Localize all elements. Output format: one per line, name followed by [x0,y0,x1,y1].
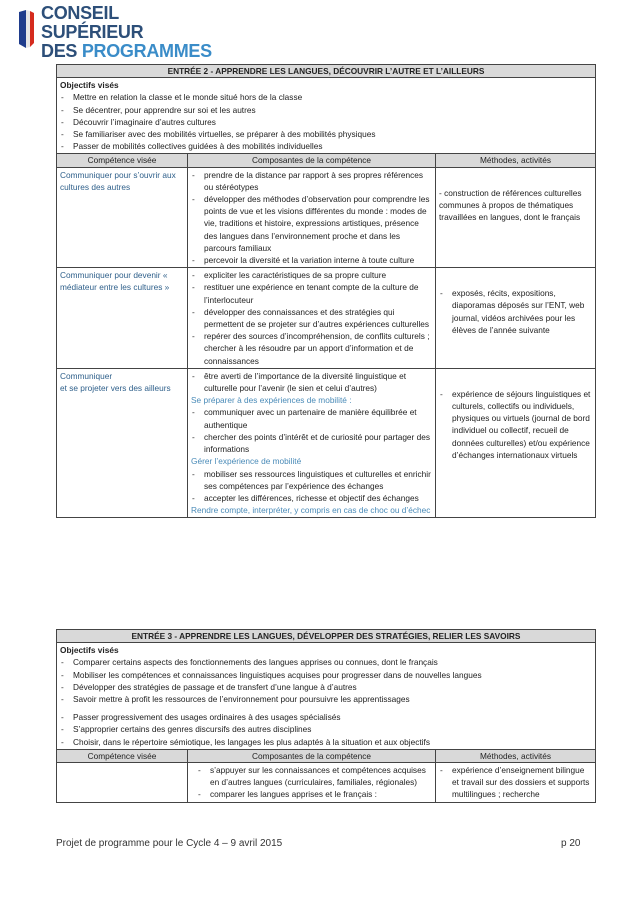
table-row [57,763,596,803]
col-header-methodes: Méthodes, activités [436,154,596,167]
composante-item: - communiquer avec un partenaire de manière équilibrée et authentique [191,406,432,430]
methodes-text: - expérience d’enseignement bilingue et travail sur des dossiers et supports multilingues ; recherche [439,764,592,801]
logo-text [41,4,217,61]
methodes-cell [436,268,596,369]
methodes-text: - exposés, récits, expositions, diaporamas déposés sur l’ENT, web journal, vidéos archivées pour les élèves de l’année suivante [439,287,592,336]
composante-item: - développer des méthodes d’observation pour comprendre les points de vue et les visions différentes du monde : modes de vie, traditions et histoire, expressions artistiques, présence des langues dans l’environnement proche et dans les parcours familiaux [191,193,432,254]
table-row [57,167,596,268]
methodes-cell [436,167,596,268]
methodes-text: - construction de références culturelles communes à propos de thématiques travaillées en langues, dont le français [439,187,582,223]
composante-item: - prendre de la distance par rapport à ses propres références ou stéréotypes [191,169,432,193]
logo-line2: DES PROGRAMMES [41,41,212,61]
objectif-item: - Choisir, dans le répertoire sémiotique, les langages les plus adaptés à la situation et aux objectifs [60,736,592,748]
objectif-item: - Mettre en relation la classe et le monde situé hors de la classe [60,91,592,103]
col-header-competence: Compétence visée [57,154,188,167]
composante-item: - chercher des points d’intérêt et de curiosité pour partager des informations [191,431,432,455]
objectif-item: - Comparer certains aspects des fonctionnements des langues apprises ou connues, dont le français [60,656,592,668]
composante-item: - repérer des sources d’incompréhension, de conflits culturels ; chercher à les résoudre par un apport d’information et de connaissances [191,330,432,367]
objectif-item: - Passer progressivement des usages ordinaires à des usages spécialisés [60,711,592,723]
col-header-competence: Compétence visée [57,749,188,762]
composante-item: - accepter les différences, richesse et objectif des échanges [191,492,432,504]
competence-cell: Communiquer pour s’ouvrir aux cultures des autres [57,167,188,268]
objectifs-title: Objectifs visés [60,645,119,656]
composante-item: - expliciter les caractéristiques de sa propre culture [191,269,432,281]
entree3-title: ENTRÉE 3 - APPRENDRE LES LANGUES, DÉVELOPPER DES STRATÉGIES, RELIER LES SAVOIRS [57,630,596,643]
objectif-item: - Se familiariser avec des mobilités virtuelles, se préparer à des mobilités physiques [60,128,592,140]
objectif-item: - Mobiliser les compétences et connaissances linguistiques acquises pour progresser dans de nouvelles langues [60,669,592,681]
entree2-objectifs [57,78,596,154]
table-row [57,268,596,369]
col-header-composantes: Composantes de la compétence [188,749,436,762]
objectif-item: - Passer de mobilités collectives guidées à des mobilités individuelles [60,140,592,152]
methodes-text: - expérience de séjours linguistiques et culturels, collectifs ou individuels, physiques ou virtuels (journal de bord individuel ou collectif, recueil de données culturelles) et/ou expérience d’échanges internationaux virtuels [439,388,592,461]
objectifs-title: Objectifs visés [60,80,119,91]
subsection-title: Se préparer à des expériences de mobilité : [191,395,352,406]
composante-item: - mobiliser ses ressources linguistiques et culturelles et enrichir ses compétences par l’expérience des échanges [191,468,432,492]
composante-item: - développer des connaissances et des stratégies qui permettent de se projeter sur d’autres expériences culturelles [191,306,432,330]
logo [17,3,217,61]
composante-item: - être averti de l’importance de la diversité linguistique et culturelle pour l’avenir (le sien et celui d’autres) [191,370,432,394]
composantes-cell [188,763,436,803]
composantes-cell [188,167,436,268]
composante-item: - percevoir la diversité et la variation interne à toute culture [191,254,432,266]
col-header-composantes: Composantes de la compétence [188,154,436,167]
page-number: p 20 [561,838,581,849]
methodes-cell [436,368,596,517]
methodes-cell [436,763,596,803]
objectif-item: - Découvrir l’imaginaire d’autres cultures [60,116,592,128]
entree2-table [56,64,596,518]
composante-item: - comparer les langues apprises et le français : [197,788,432,800]
entree3-table [56,629,596,803]
footer-left: Projet de programme pour le Cycle 4 – 9 avril 2015 [56,838,283,849]
flag-icon [17,10,35,48]
composante-item: - restituer une expérience en tenant compte de la culture de l’interlocuteur [191,281,432,305]
composante-item: - s’appuyer sur les connaissances et compétences acquises en d’autres langues (curriculaires, familiales, régionales) [197,764,432,788]
entree3-objectifs [57,643,596,750]
subsection-title: Gérer l’expérience de mobilité [191,456,302,467]
competence-cell: Communiquer et se projeter vers des ailleurs [57,368,188,517]
competence-cell: Communiquer pour devenir « médiateur entre les cultures » [57,268,188,369]
composantes-cell [188,268,436,369]
table-row [57,368,596,517]
objectif-item: - Développer des stratégies de passage et de transfert d’une langue à d’autres [60,681,592,693]
objectif-item: - Savoir mettre à profit les ressources de l’environnement pour poursuivre les apprentissages [60,693,592,705]
objectif-item: - S’approprier certains des genres discursifs des autres disciplines [60,723,592,735]
competence-cell [57,763,188,803]
objectif-item: - Se décentrer, pour apprendre sur soi et les autres [60,104,592,116]
subsection-title: Rendre compte, interpréter, y compris en cas de choc ou d’échec [191,505,431,516]
entree2-title: ENTRÉE 2 - APPRENDRE LES LANGUES, DÉCOUVRIR L’AUTRE ET L’AILLEURS [57,65,596,78]
logo-line1: CONSEIL SUPÉRIEUR [41,3,144,42]
composantes-cell [188,368,436,517]
col-header-methodes: Méthodes, activités [436,749,596,762]
